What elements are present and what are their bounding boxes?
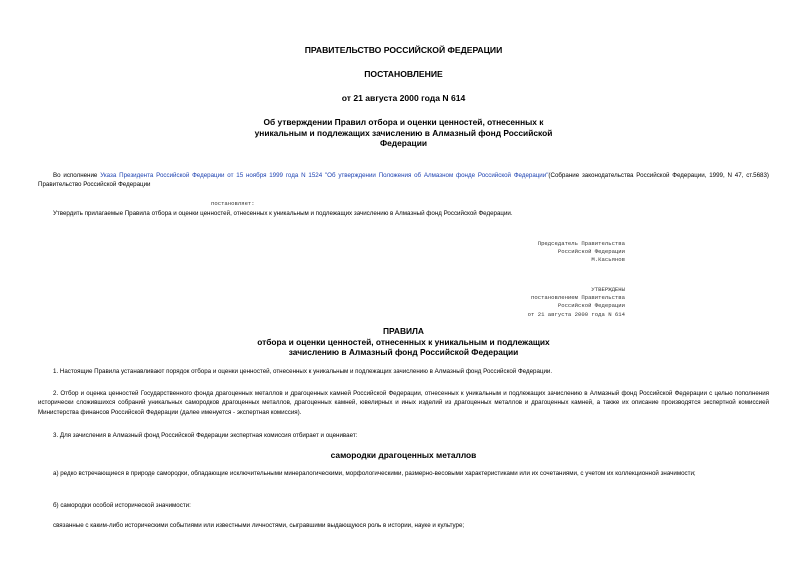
title-line: Об утверждении Правил отбора и оценки ценностей, отнесенных к <box>263 117 544 127</box>
decree-word: постановляет: <box>211 200 255 207</box>
section-heading: самородки драгоценных металлов <box>330 450 477 460</box>
decree-link[interactable]: Указа Президента Российской Федерации от 15 ноября 1999 года N 1524 "Об утверждении Положения об Алмазном фонде Российской Федерации" <box>100 172 549 179</box>
title-line: уникальным и подлежащих зачислению в Алмазный фонд Российской <box>254 127 553 138</box>
signature-line: М.Касьянов <box>591 256 625 264</box>
date-number-heading: от 21 августа 2000 года N 614 <box>341 93 466 103</box>
rules-title <box>0 326 807 358</box>
rules-title-line: зачислению в Алмазный фонд Российской Федерации <box>288 347 519 357</box>
decree-paragraph: Утвердить прилагаемые Правила отбора и оценки ценностей, отнесенных к уникальным и подлежащих зачислению в Алмазный фонд Российской Федерации. <box>53 210 513 217</box>
signature-line: Российской Федерации <box>557 248 625 256</box>
rules-title-line: отбора и оценки ценностей, отнесенных к уникальным и подлежащих <box>257 336 550 347</box>
approval-block <box>528 286 625 319</box>
preamble-intro: Во исполнение <box>53 172 101 179</box>
doc-type-heading: ПОСТАНОВЛЕНИЕ <box>364 69 443 79</box>
approval-line: УТВЕРЖДЕНЫ <box>591 286 625 293</box>
approval-line: постановлением Правительства <box>531 294 625 302</box>
signature-line: Председатель Правительства <box>537 240 625 247</box>
paragraph-1: 1. Настоящие Правила устанавливают порядок отбора и оценки ценностей, отнесенных к уникальным и подлежащих зачислению в Алмазный фонд Российской Федерации. <box>53 368 553 375</box>
approval-line: Российской Федерации <box>557 302 625 310</box>
item-b-sub: связанные с каким-либо историческими событиями или известными личностями, сыгравшими выдающуюся роль в истории, науке и культуре; <box>53 522 465 529</box>
item-a: а) редко встречающиеся в природе самородки, обладающие исключительными минералогическими, морфологическими, размерно-весовыми характеристиками или их сочетаниями, с учетом их коллекционной значимости; <box>53 470 696 477</box>
preamble-rest: (Собрание законодательства Российской Федерации, 1999, N 47, ст.5683) Правительство Российской Федерации <box>38 172 769 189</box>
title-line: Федерации <box>380 138 427 148</box>
preamble-paragraph <box>38 171 769 190</box>
item-b: б) самородки особой исторической значимости: <box>53 502 191 509</box>
approval-line: от 21 августа 2000 года N 614 <box>527 310 625 318</box>
rules-title-line: ПРАВИЛА <box>383 326 424 336</box>
signature-block <box>538 240 625 265</box>
paragraph-2: 2. Отбор и оценка ценностей Государственного фонда драгоценных металлов и драгоценных камней Российской Федерации, отнесенных к уникальным и подлежащих зачислению в Алмазный фонд Российской Федерации с целью пополнения исторически сложившихся собраний уникальных самородков драгоценных металлов, драгоценных камней, ювелирных и иных изделий из драгоценных металлов и драгоценных камней, а также их описание производятся экспертной комиссией Министерства финансов Российской Федерации (далее именуется - экспертная комиссия). <box>38 390 769 416</box>
document-title <box>0 117 807 149</box>
paragraph-3: 3. Для зачисления в Алмазный фонд Российской Федерации экспертная комиссия отбирает и оценивает: <box>53 432 358 439</box>
government-heading: ПРАВИТЕЛЬСТВО РОССИЙСКОЙ ФЕДЕРАЦИИ <box>304 45 503 55</box>
